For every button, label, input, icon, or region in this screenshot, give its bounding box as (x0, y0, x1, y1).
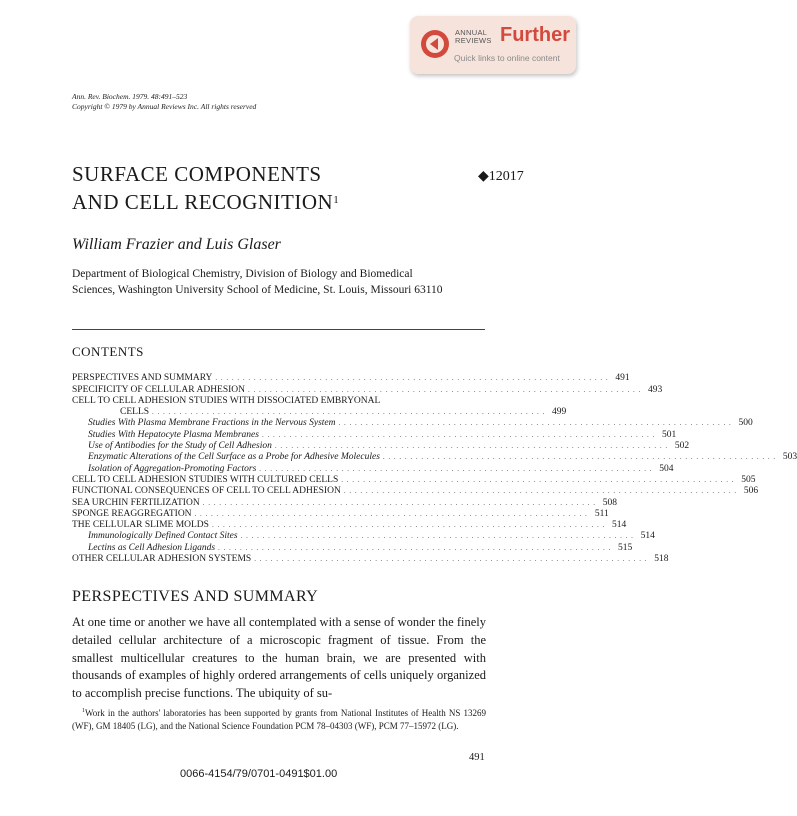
toc-entry[interactable] (72, 373, 630, 384)
toc-entry-label: CELL TO CELL ADHESION STUDIES WITH CULTURED CELLS (72, 474, 339, 485)
toc-entry-label: SPONGE REAGGREGATION (72, 508, 192, 519)
toc-entry[interactable] (72, 497, 617, 508)
toc-entry[interactable] (72, 520, 627, 531)
toc-entry-page: 508 (602, 497, 617, 508)
toc-entry-page: 503 (782, 452, 797, 463)
title-line-2-text: AND CELL RECOGNITION (72, 190, 334, 214)
badge-reviews: REVIEWS (455, 36, 492, 45)
toc-entry[interactable] (72, 396, 486, 407)
title-line-1: SURFACE COMPONENTS (72, 162, 322, 186)
toc-leader-dots: . . . . . . . . . . . . . . . . . . . . . . . . . . . . . . . . . . . . . . . . . . . . . . . . . . . . . . . . . . . . . . . . . . . . . . . . (218, 543, 612, 552)
play-arrow-icon (420, 29, 450, 59)
footnote (72, 705, 486, 732)
toc-entry-label: PERSPECTIVES AND SUMMARY (72, 373, 213, 384)
toc-entry[interactable] (72, 531, 655, 542)
badge-annual: ANNUAL (455, 28, 488, 37)
contents-heading: CONTENTS (72, 344, 144, 359)
toc-entry[interactable] (72, 554, 669, 565)
affiliation-line-1: Department of Biological Chemistry, Division of Biology and Biomedical (72, 268, 413, 280)
title-line-2 (72, 188, 339, 216)
toc-entry[interactable] (72, 441, 690, 452)
toc-entry-page: 505 (741, 474, 756, 485)
toc-entry-label: Enzymatic Alterations of the Cell Surface as a Probe for Adhesive Molecules (88, 452, 380, 463)
toc-leader-dots: . . . . . . . . . . . . . . . . . . . . . . . . . . . . . . . . . . . . . . . . . . . . . . . . . . . . . . . . . . . . . . . . . . . . . . . . (152, 408, 546, 417)
toc-entry-label: FUNCTIONAL CONSEQUENCES OF CELL TO CELL ADHESION (72, 486, 341, 497)
toc-entry-page: 504 (659, 463, 674, 474)
badge-quick-links: Quick links to online content (454, 53, 560, 63)
toc-leader-dots: . . . . . . . . . . . . . . . . . . . . . . . . . . . . . . . . . . . . . . . . . . . . . . . . . . . . . . . . . . . . . . . . . . . . . . . . (202, 498, 596, 507)
toc-leader-dots: . . . . . . . . . . . . . . . . . . . . . . . . . . . . . . . . . . . . . . . . . . . . . . . . . . . . . . . . . . . . . . . . . . . . . . . . (259, 464, 653, 473)
toc-entry[interactable] (72, 384, 663, 395)
toc-entry-label: CELL TO CELL ADHESION STUDIES WITH DISSOCIATED EMBRYONAL (72, 395, 381, 406)
citation (72, 92, 256, 112)
toc-entry-page: 499 (552, 407, 567, 418)
toc-entry[interactable] (72, 474, 756, 486)
toc-entry-page: 502 (674, 441, 690, 452)
toc-entry-page: 518 (654, 554, 669, 565)
toc-entry[interactable] (72, 407, 567, 418)
toc-entry-label: Immunologically Defined Contact Sites (88, 531, 238, 542)
toc-entry-page: 491 (615, 373, 630, 384)
footnote-text: Work in the authors' laboratories has been supported by grants from National Institutes of Health NS 13269 (WF), GM 18405 (LG), and the National Science Foundation PCM 78–04303 (WF), PCM 77–15972 (LG). (72, 708, 486, 731)
toc-entry-label: SEA URCHIN FERTILIZATION (72, 497, 200, 508)
title-footnote-mark[interactable]: 1 (333, 194, 340, 206)
toc-leader-dots: . . . . . . . . . . . . . . . . . . . . . . . . . . . . . . . . . . . . . . . . . . . . . . . . . . . . . . . . . . . . . . . . . . . . . . . . (215, 374, 609, 383)
toc-leader-dots: . . . . . . . . . . . . . . . . . . . . . . . . . . . . . . . . . . . . . . . . . . . . . . . . . . . . . . . . . . . . . . . . . . . . . . . . (194, 509, 588, 518)
toc-entry-label: THE CELLULAR SLIME MOLDS (72, 520, 209, 531)
toc-entry-label: Use of Antibodies for the Study of Cell Adhesion (88, 441, 272, 452)
toc-entry[interactable] (72, 418, 753, 429)
divider (72, 329, 485, 330)
toc-entry-label: OTHER CELLULAR ADHESION SYSTEMS (72, 554, 252, 565)
toc-entry[interactable] (72, 452, 797, 463)
toc-leader-dots: . . . . . . . . . . . . . . . . . . . . . . . . . . . . . . . . . . . . . . . . . . . . . . . . . . . . . . . . . . . . . . . . . . . . . . . . (211, 521, 606, 530)
toc-leader-dots: . . . . . . . . . . . . . . . . . . . . . . . . . . . . . . . . . . . . . . . . . . . . . . . . . . . . . . . . . . . . . . . . . . . . . . . . (248, 385, 642, 394)
toc-leader-dots: . . . . . . . . . . . . . . . . . . . . . . . . . . . . . . . . . . . . . . . . . . . . . . . . . . . . . . . . . . . . . . . . . . . . . . . . (341, 475, 735, 484)
toc-entry-label: Lectins as Cell Adhesion Ligands (88, 542, 216, 553)
toc-leader-dots: . . . . . . . . . . . . . . . . . . . . . . . . . . . . . . . . . . . . . . . . . . . . . . . . . . . . . . . . . . . . . . . . . . . . . . . . (382, 453, 777, 462)
authors: William Frazier and Luis Glaser (72, 236, 281, 253)
footnote-mark: 1 (82, 708, 85, 714)
toc-entry[interactable] (72, 463, 674, 474)
toc-leader-dots: . . . . . . . . . . . . . . . . . . . . . . . . . . . . . . . . . . . . . . . . . . . . . . . . . . . . . . . . . . . . . . . . . . . . . . . . (261, 430, 656, 439)
citation-journal: Ann. Rev. Biochem. 1979. 48:491–523 (72, 92, 188, 101)
page-number: 491 (469, 752, 485, 763)
citation-copyright: Copyright © 1979 by Annual Reviews Inc. All rights reserved (72, 102, 257, 111)
toc-entry-page: 511 (594, 508, 609, 519)
toc-entry[interactable] (72, 508, 609, 520)
article-code: 0066-4154/79/0701-0491$01.00 (180, 768, 338, 780)
toc-entry[interactable] (72, 486, 759, 497)
toc-entry-page: 515 (618, 542, 633, 553)
affiliation (72, 266, 492, 298)
paper-title (72, 160, 339, 216)
toc-entry-label: CELLS (120, 407, 150, 418)
table-of-contents (72, 373, 797, 565)
toc-entry-page: 514 (640, 531, 655, 542)
toc-leader-dots: . . . . . . . . . . . . . . . . . . . . . . . . . . . . . . . . . . . . . . . . . . . . . . . . . . . . . . . . . . . . . . . . . . . . . . . . (274, 442, 669, 451)
toc-entry-page: 501 (661, 429, 677, 440)
toc-leader-dots: . . . . . . . . . . . . . . . . . . . . . . . . . . . . . . . . . . . . . . . . . . . . . . . . . . . . . . . . . . . . . . . . . . . . . . . . (240, 532, 634, 541)
toc-entry-label: SPECIFICITY OF CELLULAR ADHESION (72, 384, 246, 395)
toc-leader-dots: . . . . . . . . . . . . . . . . . . . . . . . . . . . . . . . . . . . . . . . . . . . . . . . . . . . . . . . . . . . . . . . . . . . . . . . . (343, 487, 738, 496)
toc-leader-dots: . . . . . . . . . . . . . . . . . . . . . . . . . . . . . . . . . . . . . . . . . . . . . . . . . . . . . . . . . . . . . . . . . . . . . . . . (338, 419, 732, 428)
badge-further: Further (500, 24, 570, 46)
toc-entry[interactable] (72, 429, 677, 440)
toc-entry-page: 514 (611, 520, 627, 531)
affiliation-line-2: Sciences, Washington University School of Medicine, St. Louis, Missouri 63110 (72, 284, 443, 296)
annual-reviews-further-badge[interactable] (410, 16, 576, 74)
badge-annual-reviews (455, 29, 492, 45)
toc-entry-label: Isolation of Aggregation-Promoting Factors (88, 463, 257, 474)
section-heading: PERSPECTIVES AND SUMMARY (72, 588, 319, 605)
toc-entry-page: 493 (648, 384, 663, 395)
toc-entry-page: 500 (738, 418, 753, 429)
toc-entry-label: Studies With Hepatocyte Plasma Membranes (88, 429, 259, 440)
reference-number: ◆12017 (478, 169, 524, 184)
body-paragraph: At one time or another we have all contemplated with a sense of wonder the finely detailed cellular architecture of a microscopic fragment of tissue. From the smallest multicellular creatures to the human brain, we are presented with thousands of examples of highly ordered arrangements of cells uniquely organized to accomplish precise functions. The ubiquity of su- (72, 615, 486, 701)
toc-entry-label: Studies With Plasma Membrane Fractions in the Nervous System (88, 418, 336, 429)
toc-leader-dots: . . . . . . . . . . . . . . . . . . . . . . . . . . . . . . . . . . . . . . . . . . . . . . . . . . . . . . . . . . . . . . . . . . . . . . . . (254, 555, 648, 564)
toc-entry[interactable] (72, 542, 633, 553)
toc-entry-page: 506 (743, 486, 759, 497)
